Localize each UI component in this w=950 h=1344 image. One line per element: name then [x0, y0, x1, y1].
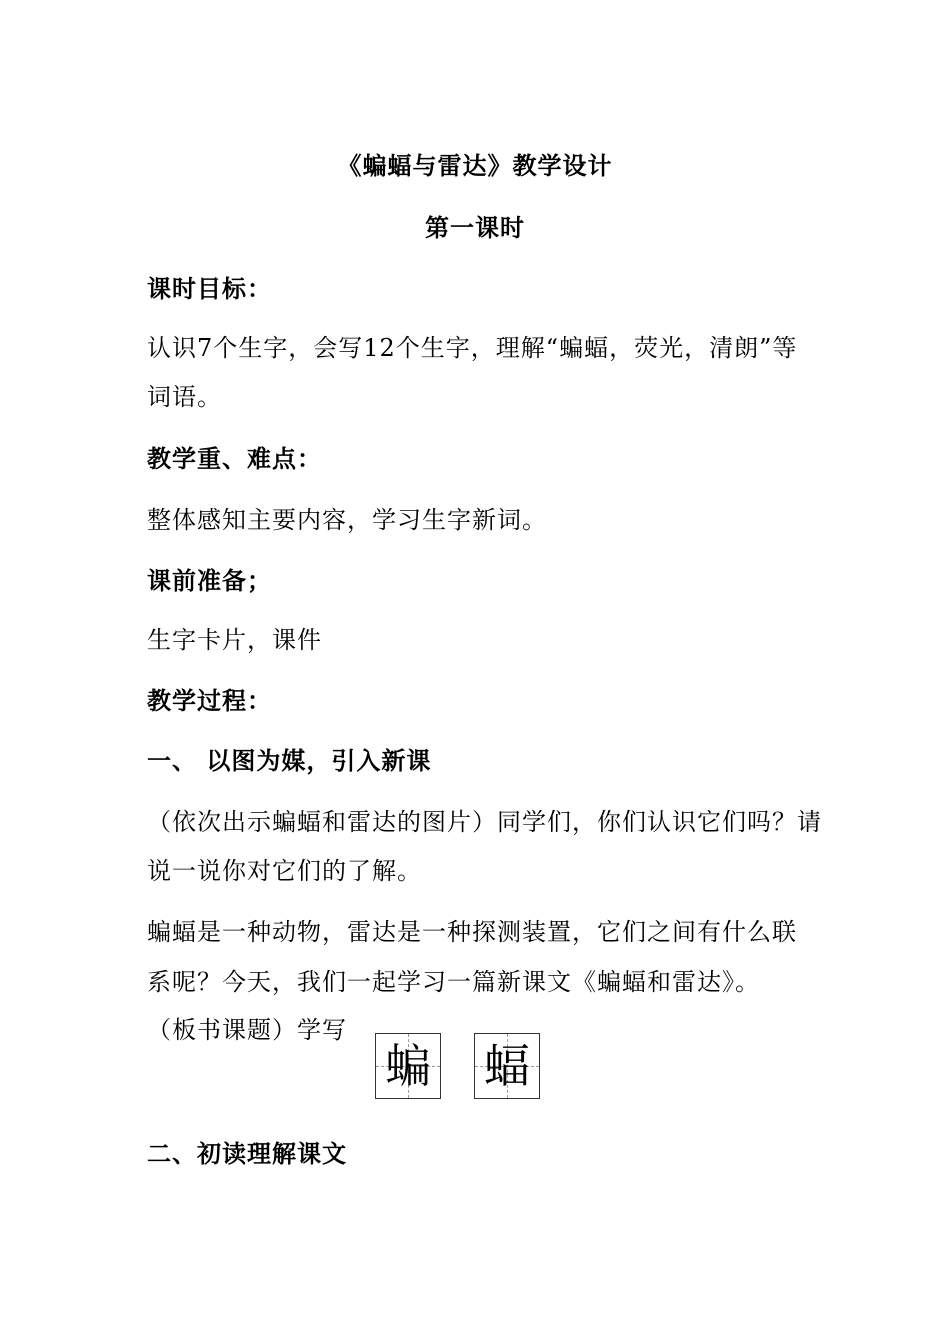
page-title: 《蝙蝠与雷达》教学设计: [337, 151, 613, 180]
section1-p2-line1: 蝙蝠是一种动物，雷达是一种探测装置，它们之间有什么联: [147, 918, 797, 946]
goals-heading: 课时目标：: [147, 274, 272, 303]
section1-p1-line1: （依次出示蝙蝠和雷达的图片）同学们，你们认识它们吗？请: [147, 808, 822, 836]
key-points-text: 整体感知主要内容，学习生字新词。: [147, 506, 547, 534]
tian-grid-box-2: [474, 1033, 540, 1099]
section1-p1-line2: 说一说你对它们的了解。: [147, 857, 422, 885]
section1-heading: 一、 以图为媒，引入新课: [147, 746, 432, 775]
goals-text-line2: 词语。: [147, 383, 222, 411]
section2-heading: 二、初读理解课文: [147, 1139, 347, 1168]
key-points-heading: 教学重、难点：: [147, 444, 322, 473]
process-heading: 教学过程：: [147, 686, 272, 715]
section1-p3: （板书课题）学写: [147, 1016, 347, 1044]
practice-char-1: 蝙: [385, 1039, 431, 1093]
section1-p2-line2: 系呢？今天，我们一起学习一篇新课文《蝙蝠和雷达》。: [147, 968, 760, 996]
prep-text: 生字卡片，课件: [147, 626, 322, 654]
tian-grid-box-1: [375, 1033, 441, 1099]
practice-char-2: 蝠: [484, 1039, 530, 1093]
goals-text-line1: 认识7个生字，会写12个生字，理解“蝙蝠，荧光，清朗”等: [147, 334, 798, 362]
prep-heading: 课前准备；: [147, 566, 272, 595]
page-subtitle: 第一课时: [425, 213, 525, 242]
